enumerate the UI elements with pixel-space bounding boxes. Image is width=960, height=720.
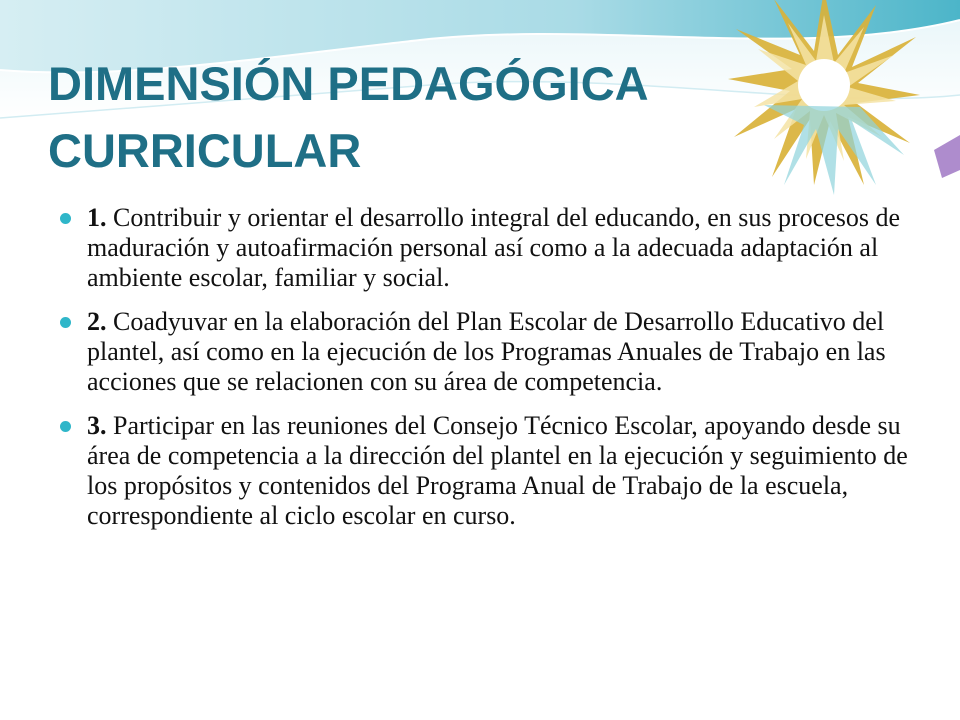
item-text: Coadyuvar en la elaboración del Plan Escolar de Desarrollo Educativo del plantel, así como en la ejecución de los Programas Anuales de Trabajo en las acciones que se relacionen con su área de competencia. (87, 307, 886, 396)
item-text: Participar en las reuniones del Consejo Técnico Escolar, apoyando desde su área de competencia a la dirección del plantel en la ejecución y seguimiento de los propósitos y contenidos del Programa Anual de Trabajo de la escuela, correspondiente al ciclo escolar en curso. (87, 411, 908, 530)
title-line-2: CURRICULAR (48, 124, 362, 177)
item-text: Contribuir y orientar el desarrollo integral del educando, en sus procesos de maduración y autoafirmación personal así como a la adecuada adaptación al ambiente escolar, familiar y social. (87, 203, 900, 292)
title-line-1: DIMENSIÓN PEDAGÓGICA (48, 57, 649, 110)
slide-title (48, 50, 768, 184)
content-list (60, 203, 920, 545)
list-item-3 (60, 411, 920, 531)
item-number: 1. (87, 203, 107, 232)
item-number: 2. (87, 307, 107, 336)
list-item-1 (60, 203, 920, 293)
round-bullet-icon (60, 213, 71, 224)
round-bullet-icon (60, 317, 71, 328)
list-item-2 (60, 307, 920, 397)
item-number: 3. (87, 411, 107, 440)
round-bullet-icon (60, 421, 71, 432)
